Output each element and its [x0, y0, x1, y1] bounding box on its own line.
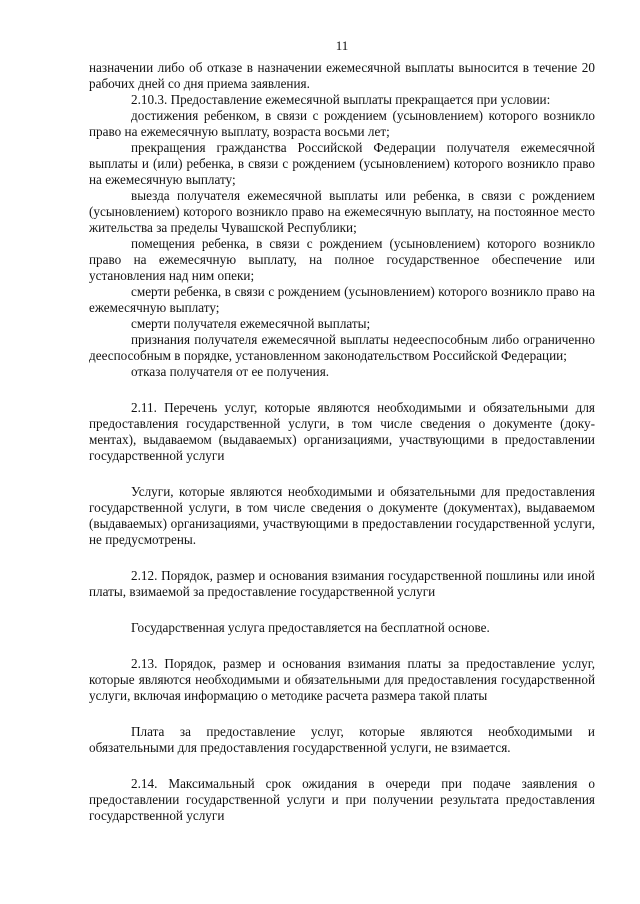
section-gap: [89, 380, 595, 400]
paragraph-condition-child-death: смерти ребенка, в связи с рождением (усыновлением) которого возникло право на ежемесячную выплату;: [89, 284, 595, 315]
paragraph-condition-departure: выезда получателя ежемесячной выплаты или ребенка, в связи с рождением (усыновлением) которого возникло право на ежемесячную выплату, на постоянное место жительства за пределы Чувашской Республики;: [89, 188, 595, 235]
section-2-11-heading: 2.11. Перечень услуг, которые являются необходимыми и обязательными для предоставления государственной услуги, в том числе сведения о документе (документах), выдаваемом (выдаваемых) организациями, участвующими в предоставлении государственной услуги: [89, 400, 595, 463]
paragraph-condition-refusal: отказа получателя от ее получения.: [131, 364, 330, 379]
paragraph-condition-state-care: помещения ребенка, в связи с рождением (усыновлением) которого возникло право на ежемесячную выплату, на полное государственное обеспечение или установления над ним опеки;: [89, 236, 595, 283]
section-2-11-body: Услуги, которые являются необходимыми и обязательными для предоставления государственной услуги, в том числе сведения о документе (документах), выдаваемом (выдаваемых) организациями, участвующими в предоставлении государственной услуги, не предусмотрены.: [89, 484, 595, 547]
section-2-13-heading: 2.13. Порядок, размер и основания взимания платы за предоставление услуг, которые являются необходимыми и обязательными для предоставления государственной услуги, включая информацию о методике расчета размера такой платы: [89, 656, 595, 703]
paragraph-condition-citizenship: прекращения гражданства Российской Федерации получателя ежемесячной выплаты и (или) ребенка, в связи с рождением (усыновлением) которого возникло право на ежемесячную выплату;: [89, 140, 595, 187]
section-gap: [89, 704, 595, 724]
section-2-14-heading: 2.14. Максимальный срок ожидания в очереди при подаче заявления о предоставлении государственной услуги и при получении результата предоставления государственной услуги: [89, 776, 595, 823]
section-gap: [89, 600, 595, 620]
section-gap: [89, 464, 595, 484]
section-gap: [89, 756, 595, 776]
section-2-12-heading: 2.12. Порядок, размер и основания взимания государственной пошлины или иной платы, взимаемой за предоставление государственной услуги: [89, 568, 595, 599]
paragraph-condition-child-age: достижения ребенком, в связи с рождением (усыновлением) которого возникло право на ежемесячную выплату, возраста восьми лет;: [89, 108, 595, 139]
document-page: [89, 38, 595, 824]
paragraph-condition-recipient-death: смерти получателя ежемесячной выплаты;: [131, 316, 371, 331]
section-gap: [89, 548, 595, 568]
section-gap: [89, 636, 595, 656]
paragraph-condition-incapacity: признания получателя ежемесячной выплаты недееспособным либо ограниченно дееспособным в порядке, установленном законодательством Российской Федерации;: [89, 332, 595, 363]
paragraph-decision-term: назначении либо об отказе в назначении ежемесячной выплаты выносится в течение 20 рабочих дней со дня приема заявления.: [89, 60, 595, 91]
section-2-13-body: Плата за предоставление услуг, которые являются необходимыми и обязательными для предоставления государственной услуги, не взимается.: [89, 724, 595, 755]
page-number: 11: [335, 38, 349, 53]
paragraph-2-10-3-heading: 2.10.3. Предоставление ежемесячной выплаты прекращается при условии:: [131, 92, 551, 107]
section-2-12-body: Государственная услуга предоставляется на бесплатной основе.: [131, 620, 490, 635]
